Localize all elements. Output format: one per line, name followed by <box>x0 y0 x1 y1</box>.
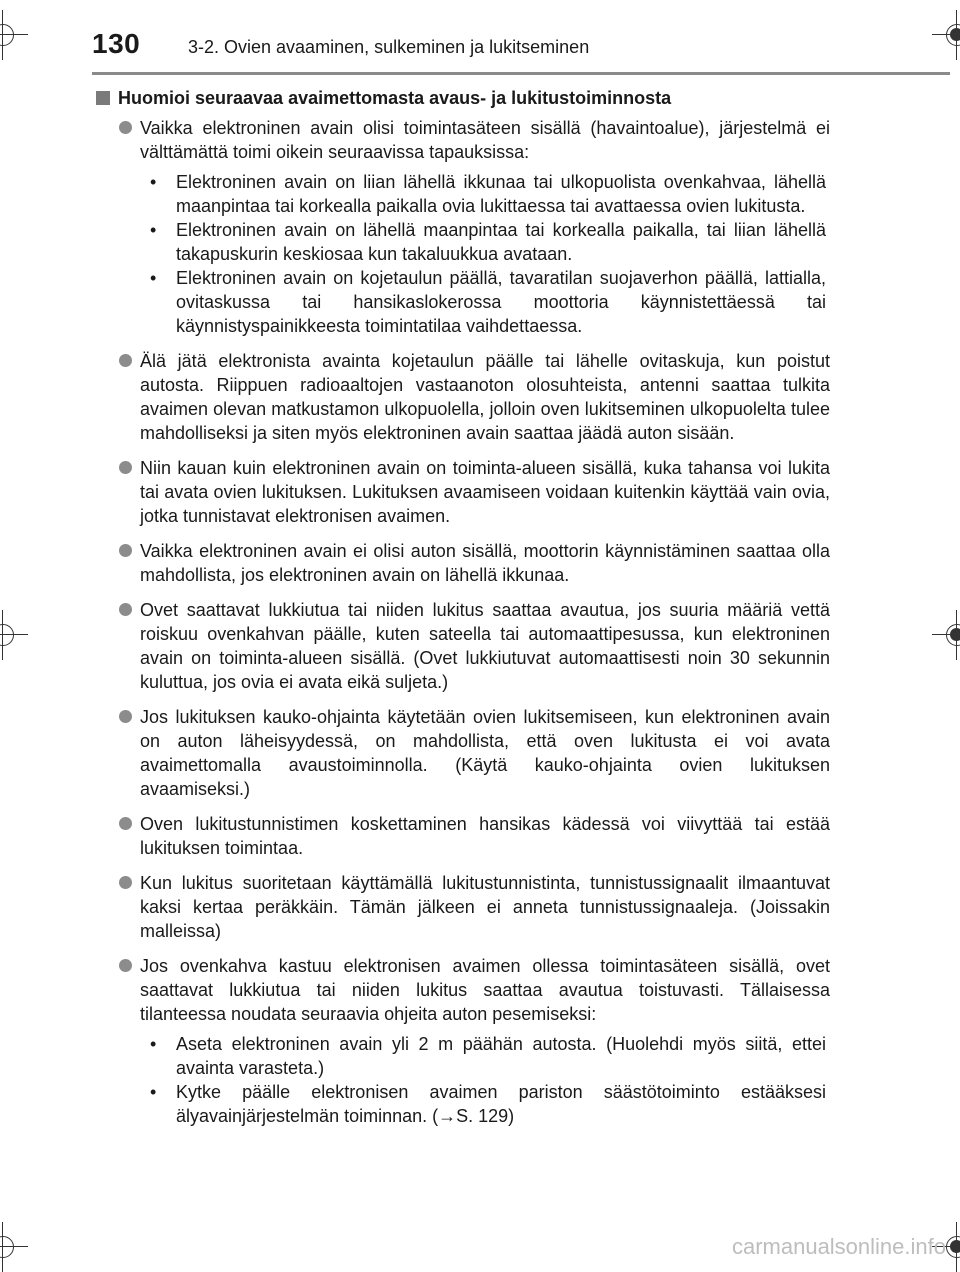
registration-mark-icon <box>0 1222 28 1272</box>
section-heading-text: Huomioi seuraavaa avaimettomasta avaus- ja lukitustoiminnosta <box>118 88 672 108</box>
list-item <box>118 539 830 587</box>
list-item-text: Jos ovenkahva kastuu elektronisen avaimen ollessa toimintasäteen sisällä, ovet saattavat lukkiutua tai niiden lukitus saattaa avautua toistuvasti. Tällaisessa tilanteessa noudata seuraavia ohjeita auton pesemiseksi: <box>140 956 830 1024</box>
sub-list-item-text: Elektroninen avain on liian lähellä ikkunaa tai ulkopuolista ovenkahvaa, lähellä maanpintaa tai korkealla paikalla ovia lukittaessa tai avattaessa ovien lukitusta. <box>176 172 826 216</box>
sub-list-item <box>140 170 830 218</box>
sub-list-item-text: Elektroninen avain on lähellä maanpintaa tai korkealla paikalla, tai liian lähellä takapuskurin keskiosaa kun takaluukkua avataan. <box>176 220 826 264</box>
chapter-title: 3-2. Ovien avaaminen, sulkeminen ja lukitseminen <box>188 37 590 57</box>
dot-bullet-icon: • <box>150 268 157 288</box>
dot-bullet-icon: • <box>150 172 157 192</box>
circle-bullet-icon <box>119 121 132 134</box>
sub-list-item-text: Aseta elektroninen avain yli 2 m päähän autosta. (Huolehdi myös siitä, ettei avainta varasteta.) <box>176 1034 826 1078</box>
list-item <box>118 871 830 943</box>
registration-mark-icon <box>932 610 960 660</box>
circle-bullet-icon <box>119 817 132 830</box>
dot-bullet-icon: • <box>150 1082 157 1102</box>
list-item-text: Niin kauan kuin elektroninen avain on toiminta-alueen sisällä, kuka tahansa voi lukita tai avata ovien lukituksen. Lukituksen avaamiseen voidaan kuitenkin käyttää vain ovia, jotka tunnistavat elektronisen avaimen. <box>140 458 830 526</box>
list-item-text: Jos lukituksen kauko-ohjainta käytetään ovien lukitsemiseen, kun elektroninen avain on auton läheisyydessä, on mahdollista, että oven lukitusta ei voi avata avaimettomalla avaustoiminnolla. (Käytä kauko-ohjainta ovien lukituksen avaamiseksi.) <box>140 707 830 799</box>
list-item-text: Vaikka elektroninen avain ei olisi auton sisällä, moottorin käynnistäminen saattaa olla mahdollista, jos elektroninen avain on lähellä ikkunaa. <box>140 541 830 585</box>
circle-bullet-icon <box>119 354 132 367</box>
sub-list-item <box>140 218 830 266</box>
square-bullet-icon <box>96 91 110 105</box>
sub-list-item-text: Elektroninen avain on kojetaulun päällä, tavaratilan suojaverhon päällä, lattialla, ovitaskussa tai hansikaslokerossa moottoria käynnistettäessä tai käynnistyspainikkeesta toimintatilaa vaihdettaessa. <box>176 268 826 336</box>
circle-bullet-icon <box>119 544 132 557</box>
sub-list-item <box>140 1080 830 1128</box>
list-item <box>118 349 830 445</box>
section-heading <box>96 86 830 110</box>
sub-list <box>140 1032 830 1128</box>
list-item <box>118 598 830 694</box>
page-content <box>118 86 830 1139</box>
list-item <box>118 954 830 1128</box>
list-item-text: Ovet saattavat lukkiutua tai niiden lukitus saattaa avautua, jos suuria määriä vettä roiskuu ovenkahvan päälle, kuten sateella tai automaattipesussa, kun elektroninen avain on toiminta-alueen sisällä. (Ovet lukkiutuvat automaattisesti noin 30 sekunnin kuluttua, jos ovia ei avata eikä suljeta.) <box>140 600 830 692</box>
list-item <box>118 812 830 860</box>
dot-bullet-icon: • <box>150 220 157 240</box>
sub-list-item <box>140 1032 830 1080</box>
header-rule <box>92 72 950 75</box>
registration-mark-icon <box>932 10 960 60</box>
circle-bullet-icon <box>119 461 132 474</box>
item-list <box>118 116 830 1128</box>
circle-bullet-icon <box>119 959 132 972</box>
page-number: 130 <box>92 28 141 59</box>
registration-mark-icon <box>0 10 28 60</box>
list-item <box>118 116 830 338</box>
watermark: carmanualsonline.info <box>731 1234 946 1259</box>
dot-bullet-icon: • <box>150 1034 157 1054</box>
list-item <box>118 705 830 801</box>
sub-list <box>140 170 830 338</box>
circle-bullet-icon <box>119 876 132 889</box>
list-item-text: Oven lukitustunnistimen koskettaminen hansikas kädessä voi viivyttää tai estää lukituksen toimintaa. <box>140 814 830 858</box>
circle-bullet-icon <box>119 710 132 723</box>
list-item-text: Kun lukitus suoritetaan käyttämällä lukitustunnistinta, tunnistussignaalit ilmaantuvat kaksi kertaa peräkkäin. Tämän jälkeen ei anneta tunnistussignaaleja. (Joissakin malleissa) <box>140 873 830 941</box>
list-item-text: Vaikka elektroninen avain olisi toimintasäteen sisällä (havaintoalue), järjestelmä ei välttämättä toimi oikein seuraavissa tapauksissa: <box>140 118 830 162</box>
sub-list-item <box>140 266 830 338</box>
registration-mark-icon <box>0 610 28 660</box>
list-item <box>118 456 830 528</box>
circle-bullet-icon <box>119 603 132 616</box>
sub-list-item-text: Kytke päälle elektronisen avaimen pariston säästötoiminto estääksesi älyavainjärjestelmän toiminnan. (→S. 129) <box>176 1082 826 1126</box>
list-item-text: Älä jätä elektronista avainta kojetaulun päälle tai lähelle ovitaskuja, kun poistut autosta. Riippuen radioaaltojen vastaanoton olosuhteista, antenni saattaa tulkita avaimen olevan matkustamon ulkopuolella, jolloin oven lukitseminen ulkopuolelta tulee mahdolliseksi ja siten myös elektroninen avain saattaa jäädä auton sisään. <box>140 351 830 443</box>
